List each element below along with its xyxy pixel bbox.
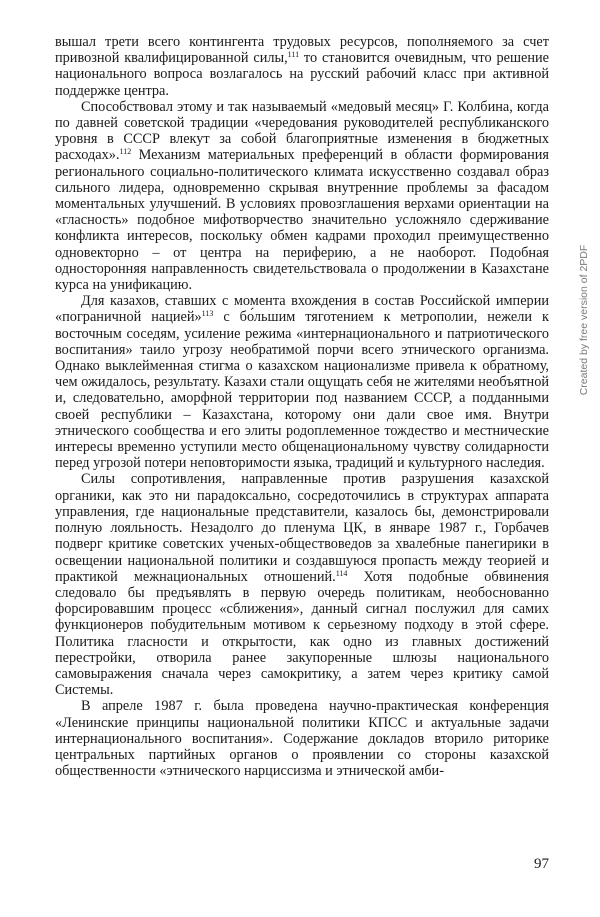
paragraph-text: вышал трети всего контингента трудовых ресурсов, пополняемого за счет привозной квалифицированной силы, [55, 34, 549, 67]
paragraph [55, 471, 549, 698]
footnote-ref: 112 [119, 147, 132, 157]
watermark: Created by free version of 2PDF [578, 244, 590, 396]
paragraph [55, 99, 549, 293]
paragraph-text: Способствовал этому и так называемый «медовый месяц» Г. Колбина, когда по давней советской традиции «чередования руководителей республиканского уровня в СССР влекут за собой благоприятные изменения в бюджетных расходах». [55, 98, 549, 164]
paragraph-text: Хотя подобные обвинения следовало бы предъявлять в первую очередь политикам, необоснованно форсировавшим процесс «сближения», данный сигнал послужил для самих функционеров побудительным мотивом к серьезному подходу в этой сфере. Политика гласности и открытости, как одно из главных достижений перестройки, отворила ранее закупоренные шлюзы национального самовыражения сначала через самокритику, а затем через критику самой Системы. [55, 568, 549, 699]
paragraph [55, 698, 549, 779]
paragraph-text: то становится очевидным, что решение национального вопроса возлагалось на русский рабочий класс при активной поддержке центра. [55, 50, 549, 99]
footnote-ref: 113 [201, 309, 214, 319]
footnote-ref: 111 [287, 50, 300, 60]
paragraph-text: В апреле 1987 г. была проведена научно-практическая конференция «Ленинские принципы национальной политики КПСС и актуальные задачи интернационального воспитания». Содержание докладов вторило риторике центральных партийных органов о проявлении со стороны казахской общественности «этнического нарциссизма и этнической амби- [55, 698, 549, 780]
paragraph [55, 293, 549, 471]
paragraph-text: с бо́льшим тяготением к метрополии, нежели к восточным соседям, усиление режима «интернационального и патриотического воспитания» таило угрозу необратимой порчи всего этнического организма. Однако выклейменная стигма о казахском национализме привела к обратному, чем ожидалось, результату. Казахи стали ощущать себя не жителями необъятной и, следовательно, аморфной территории под названием СССР, а подданными своей республики – Казахстана, которому они дали свое имя. Внутри этнического сообщества и его элиты родоплеменное тождество и местнические интересы временно уступили место общенациональному чувству солидарности перед угрозой потери неповторимости языка, традиций и культурного наследия. [55, 309, 549, 472]
page-text [55, 34, 549, 779]
paragraph-text: Для казахов, ставших с момента вхождения в состав Российской империи «пограничной нацией» [55, 293, 549, 326]
page-number: 97 [534, 856, 549, 872]
footnote-ref: 114 [335, 568, 348, 578]
paragraph-text: Механизм материальных преференций в области формирования регионального социально-политического климата искусственно создавал образ сильного лидера, одновременно скрывая внутренние проблемы за фасадом моментальных улучшений. В условиях провозглашения верхами ориентации на «гласность» подобное мифотворчество значительно усложняло сдерживание конфликта интересов, поскольку обмен кадрами проходил преимущественно одновекторно – от центра на периферию, а не наоборот. Подобная односторонняя направленность свидетельствовала о продолжении в Казахстане курса на унификацию. [55, 147, 549, 294]
paragraph [55, 34, 549, 99]
paragraph-text: Силы сопротивления, направленные против разрушения казахской органики, как это ни парадоксально, сосредоточились в структурах аппарата управления, где национальные представители, казалось бы, демонстрировали полную лояльность. Незадолго до пленума ЦК, в январе 1987 г., Горбачев подверг критике советских ученых-обществоведов за хвалебные панегирики в освещении национальной политики и создавшуюся пропасть между теорией и практикой межнациональных отношений. [55, 471, 549, 585]
